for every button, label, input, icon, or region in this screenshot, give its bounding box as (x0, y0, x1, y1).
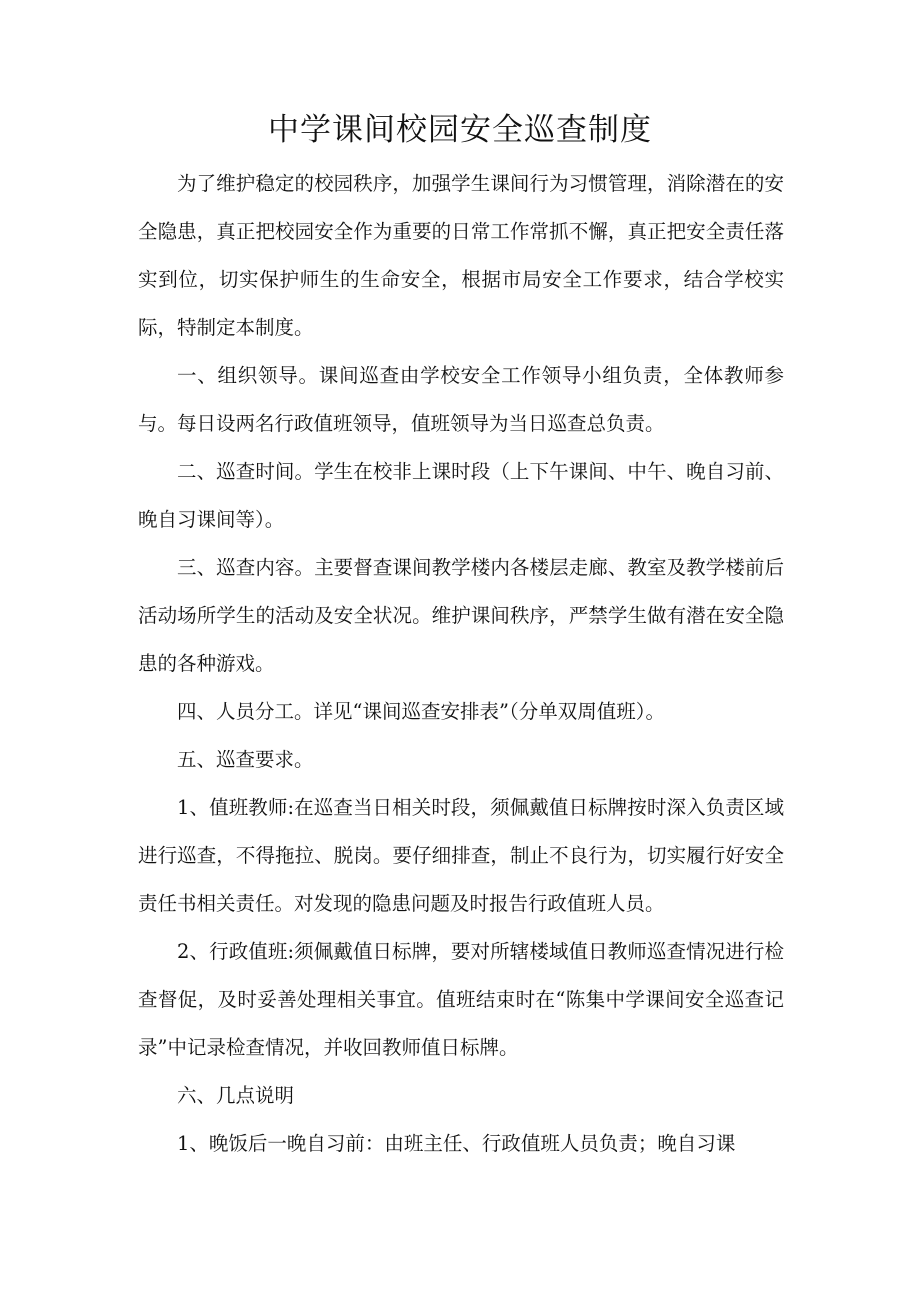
document-title: 中学课间校园安全巡查制度 (268, 112, 652, 148)
requirement-admin-duty: 2、行政值班:须佩戴值日标牌，要对所辖楼域值日教师巡查情况进行检查督促，及时妥善处理相关事宜。值班结束时在“陈集中学课间安全巡查记录”中记录检查情况，并收回教师值日标牌。 (138, 940, 784, 1059)
section-patrol-time: 二、巡查时间。学生在校非上课时段（上下午课间、中午、晚自习前、晚自习课间等）。 (138, 460, 784, 531)
document-body (138, 160, 784, 1168)
requirement-duty-teacher: 1、值班教师:在巡查当日相关时段，须佩戴值日标牌按时深入负责区域进行巡查，不得拖拉、脱岗。要仔细排查，制止不良行为，切实履行好安全责任书相关责任。对发现的隐患问题及时报告行政值班人员。 (138, 796, 784, 915)
intro-paragraph: 为了维护稳定的校园秩序，加强学生课间行为习惯管理，消除潜在的安全隐患，真正把校园安全作为重要的日常工作常抓不懈，真正把安全责任落实到位，切实保护师生的生命安全，根据市局安全工作要求，结合学校实际，特制定本制度。 (138, 172, 784, 339)
section-organization: 一、组织领导。课间巡查由学校安全工作领导小组负责，全体教师参与。每日设两名行政值班领导，值班领导为当日巡查总负责。 (138, 364, 784, 435)
note-item-1: 1、晚饭后一晚自习前：由班主任、行政值班人员负责；晚自习课 (177, 1132, 736, 1155)
section-patrol-requirements: 五、巡查要求。 (177, 748, 314, 771)
section-notes: 六、几点说明 (177, 1084, 295, 1107)
section-patrol-content: 三、巡查内容。主要督查课间教学楼内各楼层走廊、教室及教学楼前后活动场所学生的活动及安全状况。维护课间秩序，严禁学生做有潜在安全隐患的各种游戏。 (138, 556, 784, 675)
section-staff-assignment: 四、人员分工。详见“课间巡查安排表”（分单双周值班）。 (177, 700, 665, 723)
